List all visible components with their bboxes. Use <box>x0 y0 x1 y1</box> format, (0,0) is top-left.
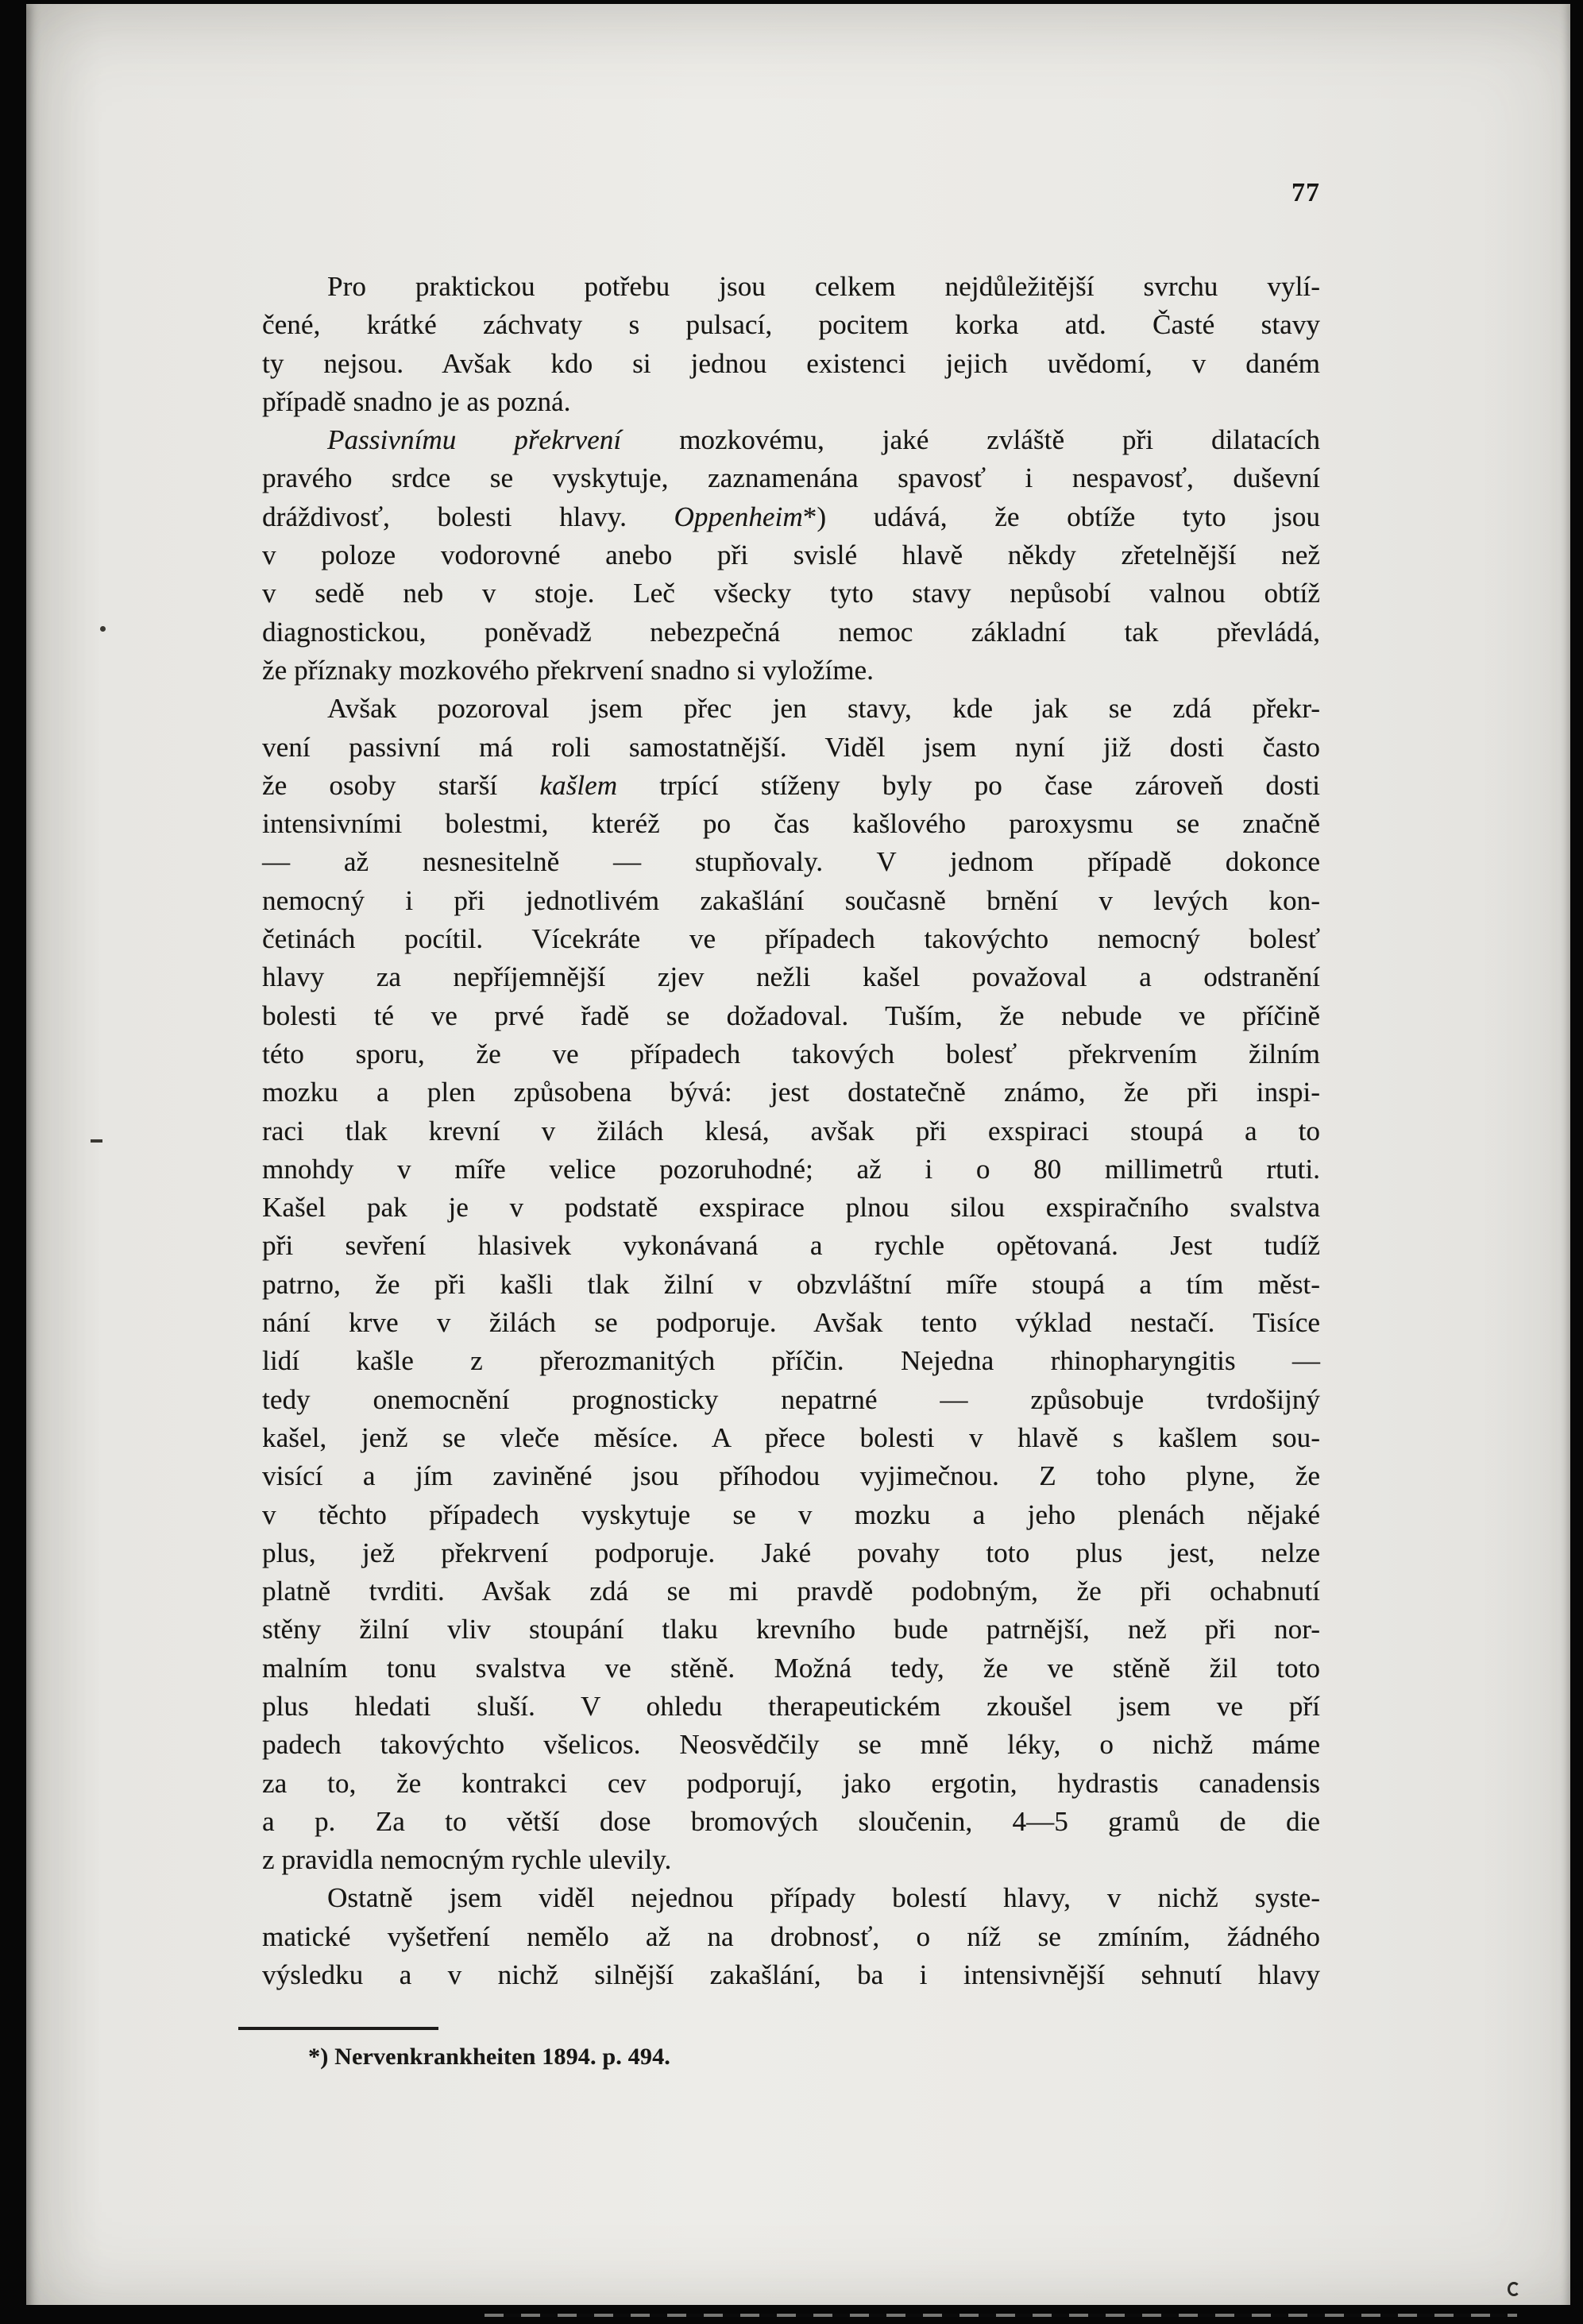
scan-speck <box>91 1139 102 1143</box>
document-text <box>262 268 1320 1994</box>
scan-artifact <box>1508 2282 1520 2296</box>
footnote <box>262 2044 1320 2071</box>
text-line: výsledku a v nichž silnější zakašlání, ba i intensivnější sehnutí hlavy <box>262 1959 1320 1991</box>
scan-dash-artifact <box>485 2314 1517 2317</box>
text-line: raci tlak krevní v žilách klesá, avšak při exspiraci stoupá a to <box>262 1115 1320 1147</box>
text-line: tedy onemocnění prognosticky nepatrné — způsobuje tvrdošijný <box>262 1383 1320 1415</box>
text-line: plus hledati sluší. V ohledu therapeutickém zkoušel jsem ve pří <box>262 1690 1320 1722</box>
text-line: intensivními bolestmi, kteréž po čas kašlového paroxysmu se značně <box>262 808 1320 840</box>
text-line: Ostatně jsem viděl nejednou případy bolestí hlavy, v nichž syste- <box>327 1882 1320 1914</box>
page-number: 77 <box>1291 178 1320 207</box>
text-line: stěny žilní vliv stoupání tlaku krevního bude patrnější, než při nor- <box>262 1614 1320 1645</box>
text-line: nání krve v žilách se podporuje. Avšak tento výklad nestačí. Tisíce <box>262 1307 1320 1339</box>
text-line: Avšak pozoroval jsem přec jen stavy, kde jak se zdá překr- <box>327 693 1320 725</box>
footnote-rule <box>238 2027 438 2030</box>
text-line: Kašel pak je v podstatě exspirace plnou silou exspiračního svalstva <box>262 1192 1320 1224</box>
text-line: hlavy za nepříjemnější zjev nežli kašel považoval a odstranění <box>262 961 1320 993</box>
text-line: Pro praktickou potřebu jsou celkem nejdůležitější svrchu vylí- <box>327 271 1320 302</box>
text-line: plus, jež překrvení podporuje. Jaké povahy toto plus jest, nelze <box>262 1537 1320 1568</box>
text-line: za to, že kontrakci cev podporují, jako ergotin, hydrastis canadensis <box>262 1767 1320 1799</box>
text-line: nemocný i při jednotlivém zakašlání současně brnění v levých kon- <box>262 884 1320 916</box>
scan-edge-right <box>1570 0 1583 2324</box>
text-line: mnohdy v míře velice pozoruhodné; až i o 80 millimetrů rtuti. <box>262 1153 1320 1185</box>
text-line: a p. Za to větší dose bromových sloučenin, 4—5 gramů de die <box>262 1805 1320 1837</box>
text-line: kašel, jenž se vleče měsíce. A přece bolesti v hlavě s kašlem sou- <box>262 1421 1320 1453</box>
text-line: ty nejsou. Avšak kdo si jednou existenci jejich uvědomí, v daném <box>262 347 1320 379</box>
text-line: bolesti té ve prvé řadě se dožadoval. Tuším, že nebude ve příčině <box>262 1000 1320 1031</box>
scan-edge-left <box>0 0 26 2324</box>
text-line: vení passivní má roli samostatnější. Viděl jsem nyní již dosti často <box>262 731 1320 763</box>
text-line: pravého srdce se vyskytuje, zaznamenána spavosť i nespavosť, duševní <box>262 462 1320 494</box>
text-line: z pravidla nemocným rychle ulevily. <box>262 1844 672 1876</box>
text-line: že příznaky mozkového překrvení snadno si vyložíme. <box>262 654 875 686</box>
text-line: lidí kašle z přerozmanitých příčin. Nejedna rhinopharyngitis — <box>262 1345 1320 1377</box>
text-line: případě snadno je as pozná. <box>262 385 571 417</box>
text-line: Passivnímu překrvení mozkovému, jaké zvláště při dilatacích <box>327 424 1320 456</box>
text-line: visící a jím zaviněné jsou příhodou vyjimečnou. Z toho plyne, že <box>262 1460 1320 1492</box>
scan-speck <box>100 626 106 632</box>
text-line: v těchto případech vyskytuje se v mozku a jeho plenách nějaké <box>262 1498 1320 1530</box>
text-line: — až nesnesitelně — stupňovaly. V jednom případě dokonce <box>262 846 1320 878</box>
text-line: v poloze vodorovné anebo při svislé hlavě někdy zřetelnější než <box>262 539 1320 571</box>
text-line: padech takovýchto všelicos. Neosvědčily se mně léky, o nichž máme <box>262 1729 1320 1761</box>
scan-edge-top <box>0 0 1583 4</box>
text-line: čené, krátké záchvaty s pulsací, pocitem korka atd. Časté stavy <box>262 309 1320 341</box>
text-line: že osoby starší kašlem trpící stíženy byly po čase zároveň dosti <box>262 769 1321 801</box>
text-line: v sedě neb v stoje. Leč všecky tyto stavy nepůsobí valnou obtíž <box>262 578 1320 609</box>
text-line: četinách pocítil. Vícekráte ve případech takovýchto nemocný bolesť <box>262 923 1320 955</box>
text-line: diagnostickou, poněvadž nebezpečná nemoc základní tak převládá, <box>262 616 1320 648</box>
text-line: mozku a plen způsobena bývá: jest dostatečně známo, že při inspi- <box>262 1077 1320 1108</box>
footnote-text: *) Nervenkrankheiten 1894. p. 494. <box>308 2044 670 2070</box>
text-line: této sporu, že ve případech takových bolesť překrvením žilním <box>262 1038 1320 1069</box>
text-line: dráždivosť, bolesti hlavy. Oppenheim*) udává, že obtíže tyto jsou <box>262 501 1320 532</box>
text-line: platně tvrditi. Avšak zdá se mi pravdě podobným, že při ochabnutí <box>262 1576 1320 1607</box>
text-line: patrno, že při kašli tlak žilní v obzvláštní míře stoupá a tím měst- <box>262 1268 1320 1300</box>
text-line: matické vyšetření nemělo až na drobnosť, o níž se zmíním, žádného <box>262 1920 1320 1952</box>
text-line: malním tonu svalstva ve stěně. Možná tedy, že ve stěně žil toto <box>262 1652 1320 1684</box>
text-line: při sevření hlasivek vykonávaná a rychle opětovaná. Jest tudíž <box>262 1230 1320 1262</box>
